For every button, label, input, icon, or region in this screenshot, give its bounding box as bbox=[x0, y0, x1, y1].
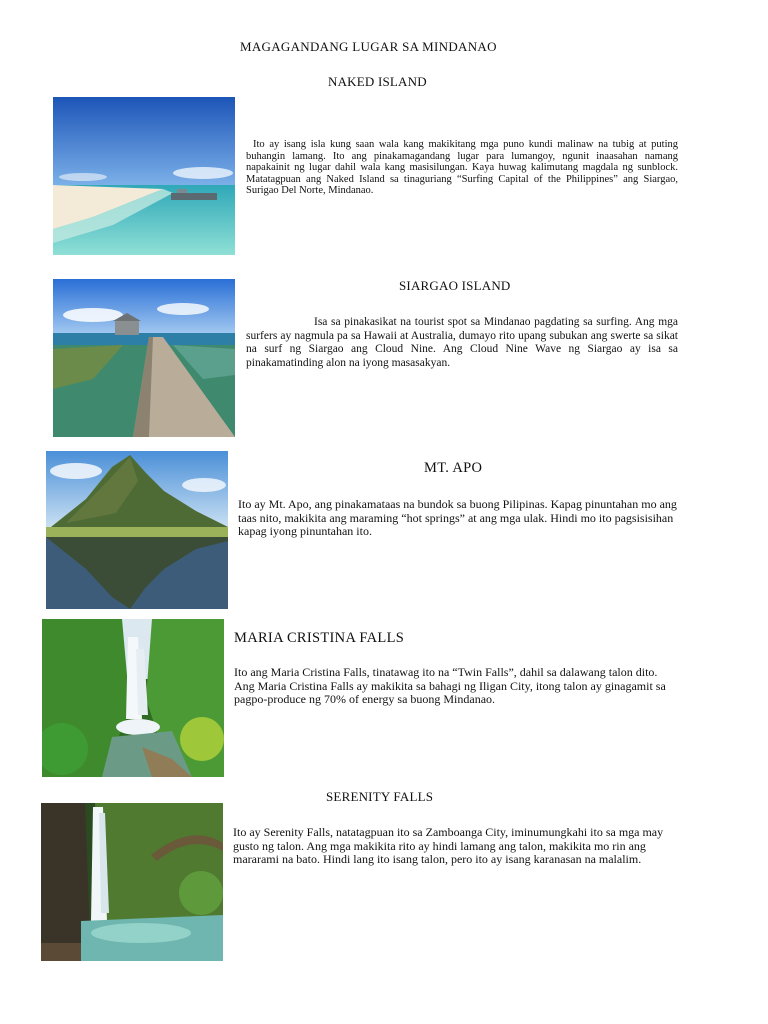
forest-waterfall-photo bbox=[41, 803, 223, 961]
section-text-serenity-falls: Ito ay Serenity Falls, natatagpuan ito sa Zamboanga City, iminumungkahi ito sa mga may gusto ng talon. Ang mga makikita rito ay hindi lamang ang talon, makikita mo rin ang mararami na bato. Hindi lang ito isang talon, pero ito ay isang karanasan na malalim. bbox=[233, 825, 664, 866]
section-heading-mt-apo: MT. APO bbox=[424, 460, 483, 476]
twin-waterfall-photo bbox=[42, 619, 224, 777]
document-title: MAGAGANDANG LUGAR SA MINDANAO bbox=[240, 39, 497, 54]
beach-sandbar-photo bbox=[53, 97, 235, 255]
section-heading-maria-cristina-falls: MARIA CRISTINA FALLS bbox=[234, 630, 405, 646]
section-heading-siargao-island: SIARGAO ISLAND bbox=[399, 278, 511, 293]
section-text-mt-apo: Ito ay Mt. Apo, ang pinakamataas na bundok sa buong Pilipinas. Kapag pinuntahan mo ang taas nito, makikita ang maraming “hot springs” at ang mga ulak. Hindi mo ito pagsisisihan kapag iyong pinuntahan ito. bbox=[238, 497, 677, 538]
section-heading-naked-island: NAKED ISLAND bbox=[328, 74, 427, 89]
section-text-naked-island: Ito ay isang isla kung saan wala kang makikitang mga puno kundi malinaw na tubig at puting buhangin lamang. Ito ang pinakamagandang lugar para lumangoy, ngunit inaasahan namang napakainit ng lugar dahil wala kang masisilungan. Kaya huwag kalimutang magdala ng sunblock. Matatagpuan ang Naked Island sa tinaguriang “Surfing Capital of the Philippines” ang Siargao, Surigao Del Norte, Mindanao. bbox=[246, 139, 678, 196]
section-text-siargao-island: Isa sa pinakasikat na tourist spot sa Mindanao pagdating sa surfing. Ang mga surfers ay nagmula pa sa Hawaii at Australia, dumayo rito upang subukan ang swerte sa sikat na surf ng Siargao ang Cloud Nine. Ang Cloud Nine Wave ng Siargao ay isa sa pinakamatinding alon na iyong masasakyan. bbox=[246, 316, 678, 369]
section-text-maria-cristina-falls: Ito ang Maria Cristina Falls, tinatawag ito na “Twin Falls”, dahil sa dalawang talon dito. Ang Maria Cristina Falls ay makikita sa bahagi ng Iligan City, itong talon ay ginagamit sa pagpo-produce ng 70% of energy sa buong Mindanao. bbox=[234, 665, 666, 706]
section-heading-serenity-falls: SERENITY FALLS bbox=[326, 789, 434, 804]
boardwalk-photo bbox=[53, 279, 235, 437]
mountain-lake-photo bbox=[46, 451, 228, 609]
